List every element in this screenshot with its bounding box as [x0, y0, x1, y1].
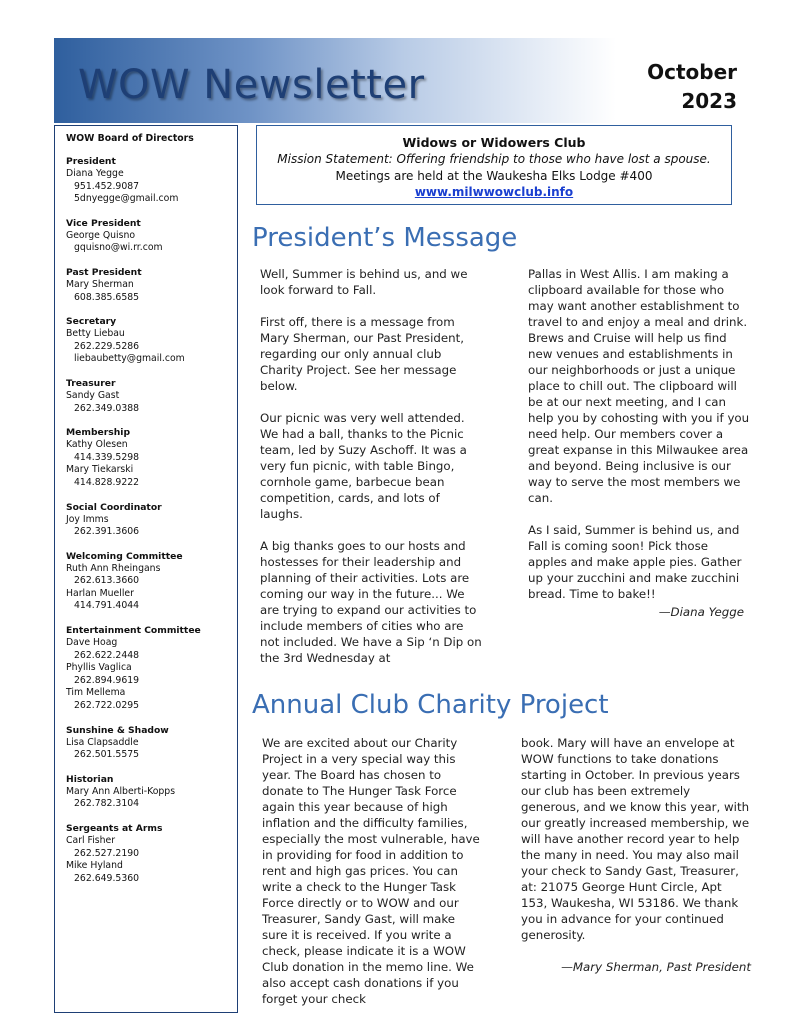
board-member-contact: 262.229.5286 — [74, 340, 140, 352]
board-role-title: Treasurer — [66, 377, 116, 389]
board-role-title: Vice President — [66, 217, 141, 229]
board-role-title: Sergeants at Arms — [66, 823, 163, 834]
board-member-contact: 262.894.9619 — [74, 674, 140, 686]
issue-month: October — [647, 60, 737, 84]
board-role — [66, 377, 237, 415]
board-member-name: George Quisno — [66, 229, 136, 241]
board-member-contact: 951.452.9087 — [74, 180, 140, 192]
board-role-title: Membership — [66, 427, 131, 439]
newsletter-title: WOW Newsletter — [78, 62, 425, 108]
board-member-contact: 262.349.0388 — [74, 402, 140, 414]
presidents-message-column-1 — [260, 266, 482, 682]
board-role — [66, 315, 237, 366]
masthead-banner — [54, 38, 616, 123]
board-member-name: Mary Ann Alberti-Kopps — [66, 785, 176, 797]
board-role-title: President — [66, 156, 116, 167]
article-paragraph: Our picnic was very well attended. We had a ball, thanks to the Picnic team, led by Suzy Aschoff. It was a very fun picnic, with table Bingo, cornhole game, barbecue bean competition, cards, and lots of laughs. — [260, 411, 467, 521]
board-member-contact: 262.622.2448 — [74, 649, 140, 661]
issue-date — [625, 58, 737, 116]
board-member-name: Dave Hoag — [66, 637, 118, 649]
board-member-name: Mary Sherman — [66, 278, 134, 290]
board-role — [66, 266, 237, 304]
board-role — [66, 822, 237, 885]
board-role — [66, 155, 237, 206]
board-member-name: Carl Fisher — [66, 835, 116, 846]
board-member-contact: 414.339.5298 — [74, 451, 140, 463]
board-member-name: Betty Liebau — [66, 328, 125, 340]
board-member-name: Mary Tiekarski — [66, 464, 134, 476]
board-of-directors-sidebar — [54, 125, 238, 1013]
board-roles-list — [66, 155, 237, 885]
mission-statement: Mission Statement: Offering friendship to those who have lost a spouse. — [277, 152, 711, 166]
board-member-name: Sandy Gast — [66, 389, 120, 401]
board-member-contact: 5dnyegge@gmail.com — [74, 193, 179, 205]
board-role-title: Sunshine & Shadow — [66, 724, 169, 736]
board-member-contact: 262.782.3104 — [74, 798, 140, 810]
board-member-contact: 414.791.4044 — [74, 600, 140, 612]
board-role — [66, 426, 237, 489]
board-member-contact: 262.722.0295 — [74, 700, 140, 712]
website-link[interactable]: www.milwwowclub.info — [414, 185, 574, 199]
charity-project-column-1 — [262, 735, 484, 1023]
club-name: Widows or Widowers Club — [402, 135, 586, 150]
board-member-name: Kathy Olesen — [66, 439, 128, 451]
board-role-title: Historian — [66, 773, 114, 785]
board-member-contact: 414.828.9222 — [74, 476, 140, 488]
board-member-contact: liebaubetty@gmail.com — [74, 353, 185, 365]
board-member-name: Diana Yegge — [66, 168, 124, 179]
board-role — [66, 217, 237, 255]
article-paragraph: As I said, Summer is behind us, and Fall is coming soon! Pick those apples and make apple pies. Gather up your zucchini and make zucchini bread. Time to bake!! — [528, 523, 742, 601]
board-role — [66, 550, 237, 613]
board-member-contact: 262.527.2190 — [74, 847, 140, 859]
board-role-title: Past President — [66, 266, 142, 278]
board-member-name: Tim Mellema — [66, 687, 126, 699]
mission-box — [256, 125, 732, 205]
article-paragraph: A big thanks goes to our hosts and hostesses for their leadership and planning of their activities. Lots are coming our way in the future... We are trying to expand our activities to include members of cities who are not included. We have a Sip ‘n Dip on the 3rd Wednesday at — [260, 539, 482, 665]
board-member-contact: 262.391.3606 — [74, 526, 140, 538]
issue-year: 2023 — [681, 89, 737, 113]
board-member-name: Mike Hyland — [66, 860, 123, 872]
board-role-title: Welcoming Committee — [66, 550, 183, 562]
board-member-name: Ruth Ann Rheingans — [66, 562, 161, 574]
board-role — [66, 624, 237, 713]
board-role-title: Social Coordinator — [66, 501, 162, 513]
presidents-message-column-2 — [528, 266, 750, 636]
presidents-message-heading: President’s Message — [252, 223, 518, 253]
article-paragraph: We are excited about our Charity Project in a very special way this year. The Board has chosen to donate to The Hunger Task Force again this year because of high inflation and the difficulty families, especially the most vulnerable, have in providing for food in addition to rent and high gas prices. You can write a check to the Hunger Task Force directly or to WOW and our Treasurer, Sandy Gast, will make sure it is received. If you write a check, please indicate it is a WOW Club donation in the memo line. We also accept cash donations if you forget your check — [262, 736, 480, 1006]
charity-project-column-2 — [521, 735, 751, 991]
board-role — [66, 724, 237, 762]
board-member-contact: 262.649.5360 — [74, 872, 140, 884]
board-member-contact: 262.501.5575 — [74, 749, 140, 761]
article-paragraph: Well, Summer is behind us, and we look forward to Fall. — [260, 267, 468, 297]
article-paragraph: Pallas in West Allis. I am making a clipboard available for those who may want another establishment to travel to and enjoy a meal and drink. Brews and Cruise will help us find new venues and establishments in our neighborhoods or just a unique place to chill out. The clipboard will be at our next meeting, and I can help you by cohosting with you if you need help. Our members cover a great expanse in this Milwaukee area and beyond. Being inclusive is our way to serve the most members we can. — [528, 267, 750, 505]
board-member-contact: gquisno@wi.rr.com — [74, 242, 163, 254]
board-member-name: Harlan Mueller — [66, 587, 134, 599]
board-role — [66, 501, 237, 539]
board-member-contact: 262.613.3660 — [74, 575, 140, 587]
charity-project-heading: Annual Club Charity Project — [252, 690, 609, 720]
sidebar-heading: WOW Board of Directors — [66, 133, 194, 144]
board-member-contact: 608.385.6585 — [74, 291, 140, 303]
charity-signature: —Mary Sherman, Past President — [561, 960, 751, 974]
article-paragraph: book. Mary will have an envelope at WOW functions to take donations starting in October. In previous years our club has been extremely generous, and we know this year, with our greatly increased membership, we will have another record year to help the many in need. You may also mail your check to Sandy Gast, Treasurer, at: 21075 George Hunt Circle, Apt 153, Waukesha, WI 53186. We thank you in advance for your continued generosity. — [521, 736, 750, 942]
board-role — [66, 773, 237, 811]
article-paragraph: First off, there is a message from Mary Sherman, our Past President, regarding our only annual club Charity Project. See her message below. — [260, 315, 464, 393]
meeting-location: Meetings are held at the Waukesha Elks Lodge #400 — [335, 168, 653, 183]
board-role-title: Entertainment Committee — [66, 625, 201, 637]
board-member-name: Phyllis Vaglica — [66, 662, 132, 674]
board-member-name: Joy Imms — [66, 513, 109, 525]
board-member-name: Lisa Clapsaddle — [66, 736, 139, 748]
president-signature: —Diana Yegge — [658, 605, 744, 619]
board-role-title: Secretary — [66, 316, 117, 328]
